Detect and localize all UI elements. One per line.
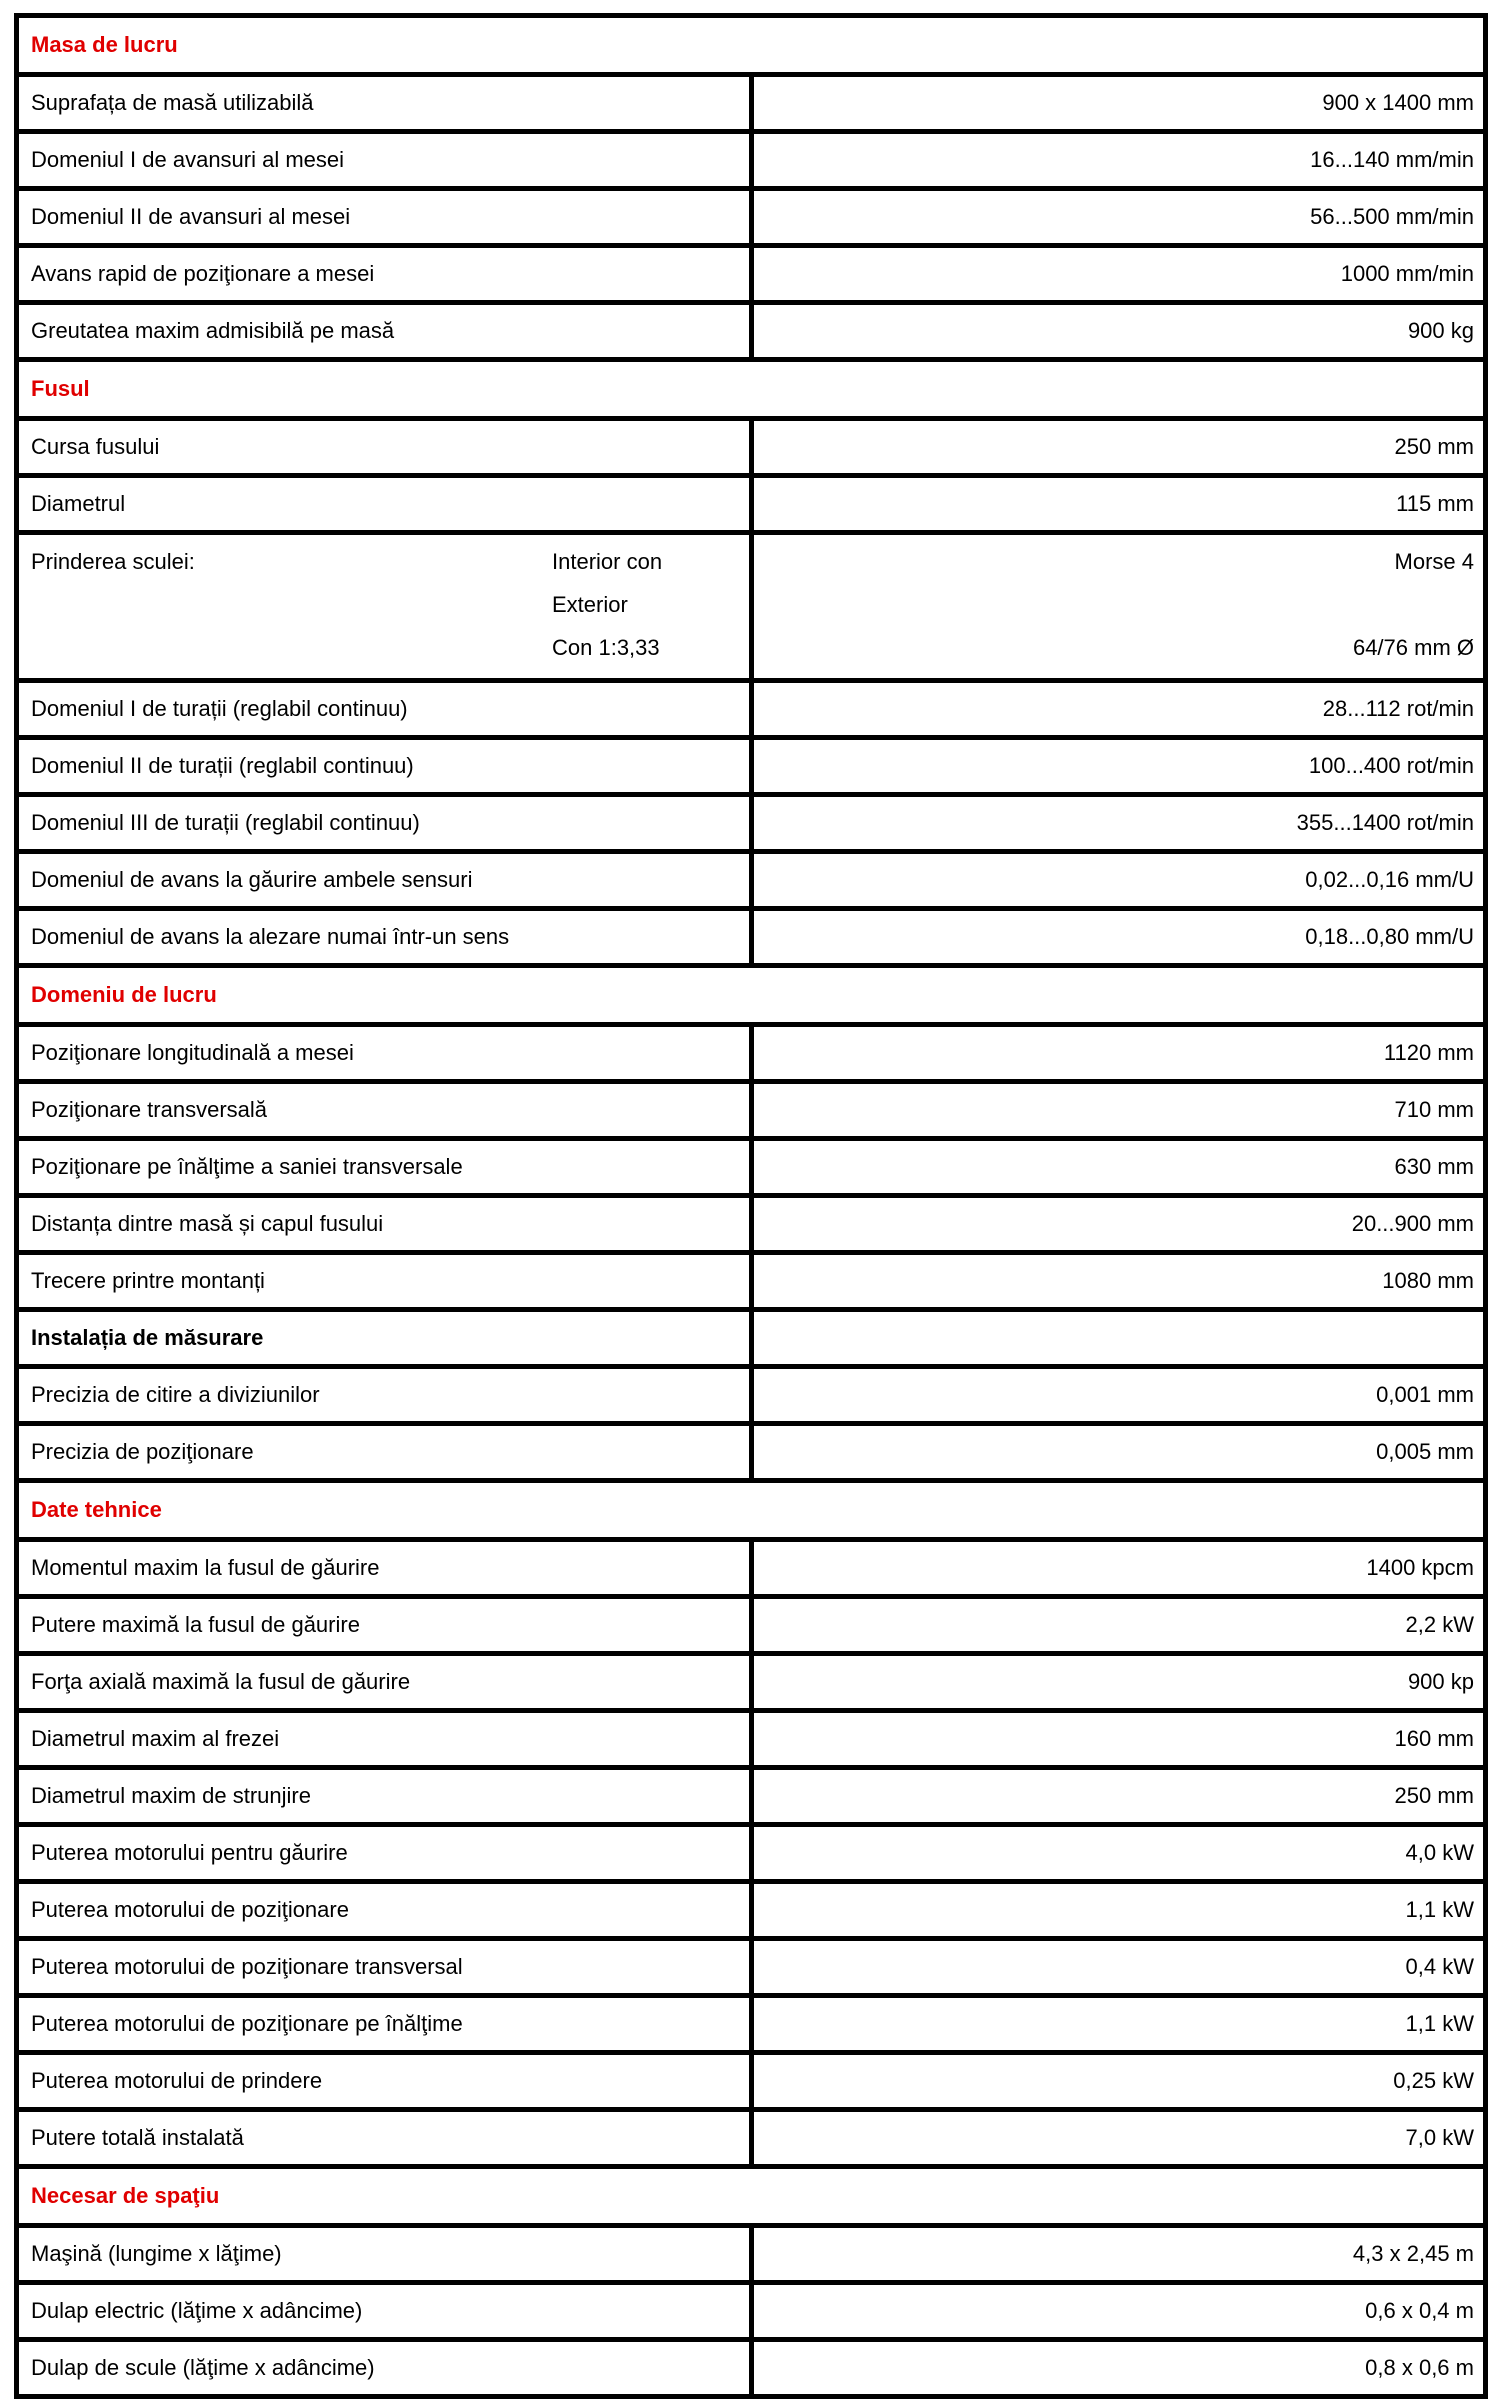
spec-label: Domeniul II de turații (reglabil continuu) bbox=[17, 738, 752, 795]
spec-row bbox=[17, 2053, 1486, 2110]
spec-sublabel-line: Exterior bbox=[552, 592, 628, 617]
spec-value: 355...1400 rot/min bbox=[751, 795, 1486, 852]
spec-row bbox=[17, 1597, 1486, 1654]
spec-label: Domeniul de avans la alezare numai într-un sens bbox=[17, 909, 752, 966]
spec-row bbox=[17, 1825, 1486, 1882]
spec-label: Puterea motorului de poziţionare bbox=[17, 1882, 752, 1939]
spec-label: Precizia de poziţionare bbox=[17, 1424, 752, 1481]
spec-value: 2,2 kW bbox=[751, 1597, 1486, 1654]
spec-row bbox=[17, 75, 1486, 132]
spec-value: 1,1 kW bbox=[751, 1996, 1486, 2053]
section-header: Domeniu de lucru bbox=[17, 966, 1486, 1025]
spec-label: Dulap electric (lăţime x adâncime) bbox=[17, 2283, 752, 2340]
spec-row bbox=[17, 1654, 1486, 1711]
spec-value: 100...400 rot/min bbox=[751, 738, 1486, 795]
spec-label: Domeniul II de avansuri al mesei bbox=[17, 189, 752, 246]
spec-value: 0,6 x 0,4 m bbox=[751, 2283, 1486, 2340]
spec-row bbox=[17, 132, 1486, 189]
spec-label: Domeniul I de turații (reglabil continuu) bbox=[17, 681, 752, 738]
spec-value: 0,8 x 0,6 m bbox=[751, 2340, 1486, 2397]
spec-label: Distanța dintre masă și capul fusului bbox=[17, 1196, 752, 1253]
spec-value: 250 mm bbox=[751, 419, 1486, 476]
spec-row bbox=[17, 1139, 1486, 1196]
spec-label: Diametrul maxim al frezei bbox=[17, 1711, 752, 1768]
spec-label: Poziţionare transversală bbox=[17, 1082, 752, 1139]
spec-value: 1000 mm/min bbox=[751, 246, 1486, 303]
spec-label: Diametrul maxim de strunjire bbox=[17, 1768, 752, 1825]
spec-row bbox=[17, 909, 1486, 966]
page bbox=[0, 13, 1500, 2380]
spec-row bbox=[17, 681, 1486, 738]
spec-value: 0,25 kW bbox=[751, 2053, 1486, 2110]
spec-label: Prinderea sculei: bbox=[31, 549, 195, 574]
spec-value: 4,3 x 2,45 m bbox=[751, 2226, 1486, 2283]
spec-row bbox=[17, 795, 1486, 852]
spec-row bbox=[17, 1768, 1486, 1825]
spec-value-line: 64/76 mm Ø bbox=[1352, 635, 1474, 660]
spec-row bbox=[17, 246, 1486, 303]
spec-value: 1080 mm bbox=[751, 1253, 1486, 1310]
spec-label: Cursa fusului bbox=[17, 419, 752, 476]
spec-label: Trecere printre montanți bbox=[17, 1253, 752, 1310]
spec-row bbox=[17, 1424, 1486, 1481]
spec-label: Putere totală instalată bbox=[17, 2110, 752, 2167]
spec-row-multiline bbox=[17, 533, 1486, 681]
spec-value: 56...500 mm/min bbox=[751, 189, 1486, 246]
section-header-row bbox=[17, 1481, 1486, 1540]
spec-row bbox=[17, 2340, 1486, 2397]
spec-label: Greutatea maxim admisibilă pe masă bbox=[17, 303, 752, 360]
spec-value: 1,1 kW bbox=[751, 1882, 1486, 1939]
spec-row bbox=[17, 1939, 1486, 1996]
section-header-row bbox=[17, 2167, 1486, 2226]
spec-label: Suprafața de masă utilizabilă bbox=[17, 75, 752, 132]
spec-row bbox=[17, 852, 1486, 909]
spec-label-cell bbox=[17, 533, 752, 681]
spec-label: Avans rapid de poziţionare a mesei bbox=[17, 246, 752, 303]
section-header-row bbox=[17, 360, 1486, 419]
spec-value: 900 x 1400 mm bbox=[751, 75, 1486, 132]
spec-value: 16...140 mm/min bbox=[751, 132, 1486, 189]
spec-table-body bbox=[17, 16, 1486, 2397]
spec-label: Poziţionare longitudinală a mesei bbox=[17, 1025, 752, 1082]
spec-row bbox=[17, 2283, 1486, 2340]
spec-label: Domeniul III de turații (reglabil continuu) bbox=[17, 795, 752, 852]
spec-value: 0,005 mm bbox=[751, 1424, 1486, 1481]
spec-label: Domeniul I de avansuri al mesei bbox=[17, 132, 752, 189]
subsection-header-row bbox=[17, 1310, 1486, 1367]
spec-label: Puterea motorului de poziţionare transversal bbox=[17, 1939, 752, 1996]
spec-value: 1400 kpcm bbox=[751, 1540, 1486, 1597]
spec-value: 115 mm bbox=[751, 476, 1486, 533]
spec-value-cell bbox=[751, 533, 1486, 681]
spec-sublabel-line: Interior con bbox=[552, 549, 663, 574]
spec-label: Diametrul bbox=[17, 476, 752, 533]
spec-label: Puterea motorului de prindere bbox=[17, 2053, 752, 2110]
spec-label: Putere maximă la fusul de găurire bbox=[17, 1597, 752, 1654]
spec-value: 900 kg bbox=[751, 303, 1486, 360]
spec-row bbox=[17, 1025, 1486, 1082]
spec-row bbox=[17, 1996, 1486, 2053]
spec-label: Puterea motorului de poziţionare pe înălţime bbox=[17, 1996, 752, 2053]
spec-row bbox=[17, 1882, 1486, 1939]
spec-row bbox=[17, 1253, 1486, 1310]
spec-row bbox=[17, 1082, 1486, 1139]
section-header-row bbox=[17, 16, 1486, 75]
spec-value: 160 mm bbox=[751, 1711, 1486, 1768]
spec-label: Maşină (lungime x lăţime) bbox=[17, 2226, 752, 2283]
spec-table bbox=[14, 13, 1488, 2399]
spec-value: 900 kp bbox=[751, 1654, 1486, 1711]
spec-row bbox=[17, 1711, 1486, 1768]
spec-value: 710 mm bbox=[751, 1082, 1486, 1139]
spec-row bbox=[17, 1196, 1486, 1253]
spec-value: 630 mm bbox=[751, 1139, 1486, 1196]
spec-label: Precizia de citire a diviziunilor bbox=[17, 1367, 752, 1424]
spec-value: 0,4 kW bbox=[751, 1939, 1486, 1996]
spec-row bbox=[17, 738, 1486, 795]
spec-value: 7,0 kW bbox=[751, 2110, 1486, 2167]
spec-value: 28...112 rot/min bbox=[751, 681, 1486, 738]
spec-label: Domeniul de avans la găurire ambele sensuri bbox=[17, 852, 752, 909]
spec-value: 0,02...0,16 mm/U bbox=[751, 852, 1486, 909]
spec-label: Puterea motorului pentru găurire bbox=[17, 1825, 752, 1882]
spec-sublabel-line: Con 1:3,33 bbox=[552, 635, 660, 660]
spec-value: 20...900 mm bbox=[751, 1196, 1486, 1253]
spec-label: Dulap de scule (lăţime x adâncime) bbox=[17, 2340, 752, 2397]
section-header: Fusul bbox=[17, 360, 1486, 419]
section-header: Masa de lucru bbox=[17, 16, 1486, 75]
spec-value: 250 mm bbox=[751, 1768, 1486, 1825]
spec-row bbox=[17, 1540, 1486, 1597]
spec-label: Momentul maxim la fusul de găurire bbox=[17, 1540, 752, 1597]
spec-sublabels bbox=[552, 540, 662, 669]
spec-value: 1120 mm bbox=[751, 1025, 1486, 1082]
spec-label: Poziţionare pe înălţime a saniei transversale bbox=[17, 1139, 752, 1196]
spec-value: 0,001 mm bbox=[751, 1367, 1486, 1424]
spec-value: 4,0 kW bbox=[751, 1825, 1486, 1882]
spec-value-line: Morse 4 bbox=[1394, 549, 1474, 574]
spec-value bbox=[751, 1310, 1486, 1367]
spec-row bbox=[17, 303, 1486, 360]
spec-row bbox=[17, 476, 1486, 533]
spec-label: Forţa axială maximă la fusul de găurire bbox=[17, 1654, 752, 1711]
spec-value-line bbox=[758, 583, 1475, 626]
spec-row bbox=[17, 2226, 1486, 2283]
section-header: Date tehnice bbox=[17, 1481, 1486, 1540]
section-header-row bbox=[17, 966, 1486, 1025]
section-header: Necesar de spaţiu bbox=[17, 2167, 1486, 2226]
spec-row bbox=[17, 189, 1486, 246]
spec-label: Instalația de măsurare bbox=[17, 1310, 752, 1367]
spec-row bbox=[17, 1367, 1486, 1424]
spec-value: 0,18...0,80 mm/U bbox=[751, 909, 1486, 966]
spec-row bbox=[17, 419, 1486, 476]
spec-row bbox=[17, 2110, 1486, 2167]
